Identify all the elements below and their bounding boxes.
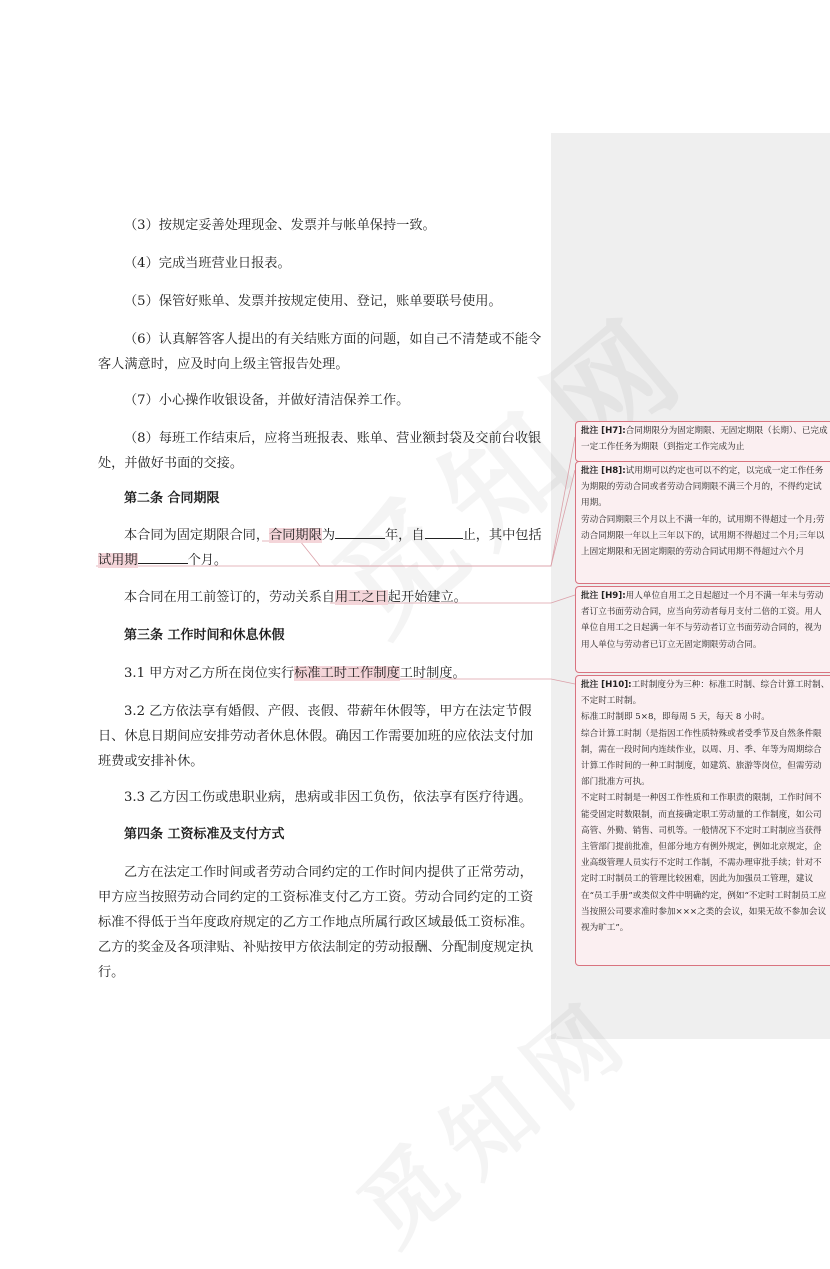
duty-item-6: （6）认真解答客人提出的有关结账方面的问题，如自己不清楚或不能令客人满意时，应及时向上级主管报告处理。	[98, 332, 542, 372]
article-3-3: 3.3 乙方因工伤或患职业病，患病或非因工负伤，依法享有医疗待遇。	[124, 790, 532, 805]
comment-h8-tag: 批注 [H8]:	[581, 466, 626, 476]
comment-h10-text-1: 工时制度分为三种：标准工时制、综合计算工时制、不定时工时制。	[581, 680, 830, 707]
article-2-term-paragraph	[98, 523, 544, 573]
article-2-relation-paragraph	[98, 585, 544, 610]
highlight-contract-term[interactable]: 合同期限	[269, 528, 322, 543]
comment-h7-tag: 批注 [H7]:	[581, 426, 626, 436]
duty-item-3: （3）按规定妥善处理现金、发票并与帐单保持一致。	[124, 218, 436, 233]
comment-h7-line	[581, 423, 830, 455]
comment-h9-text: 用人单位自用工之日起超过一个月不满一年未与劳动者订立书面劳动合同，应当向劳动者每月支付二倍的工资。用人单位自用工之日起满一年不与劳动者订立书面劳动合同的，视为用人单位与劳动者已订立无固定期限劳动合同。	[581, 591, 824, 650]
comment-h10-text-4: 不定时工时制是一种因工作性质和工作职责的限制，工作时间不能受固定时数限制，而直接确定职工劳动量的工作制度，如公司高管、外勤、销售、司机等。一般情况下不定时工时制应当获得主管部门提前批准，但部分地方有例外规定，例如北京规定，企业高级管理人员实行不定时工作制，不需办理审批手续；针对不定时工时制员工的管理比较困难，因此为加强员工管理，建议在“员工手册”或类似文件中明确约定，例如“不定时工时制员工应当按照公司要求准时参加×××之类的会议，如果无故不参加会议视为旷工”。	[581, 793, 827, 934]
highlight-probation[interactable]: 试用期	[98, 553, 138, 568]
comment-h8-text-1: 试用期可以约定也可以不约定，以完成一定工作任务为期限的劳动合同或者劳动合同期限不满三个月的，不得约定试用期。	[581, 466, 824, 509]
text-run: 本合同为固定期限合同，	[124, 528, 270, 543]
comment-h9-line	[581, 588, 830, 653]
article-4-1: 乙方在法定工作时间或者劳动合同约定的工作时间内提供了正常劳动，甲方应当按照劳动合同约定的工资标准支付乙方工资。劳动合同约定的工资标准不得低于当年度政府规定的乙方工作地点所属行政区域最低工资标准。乙方的奖金及各项津贴、补贴按甲方依法制定的劳动报酬、分配制度规定执行。	[98, 865, 534, 980]
article-3-heading: 第三条 工作时间和休息休假	[124, 628, 285, 643]
comment-h10[interactable]	[575, 675, 830, 966]
comment-h9-tag: 批注 [H9]:	[581, 591, 626, 601]
article-2-heading: 第二条 合同期限	[124, 491, 220, 506]
comment-h7-text: 合同期限分为固定期限、无固定期限（长期）、已完成一定工作任务为期限（到指定工作完成为止	[581, 426, 828, 453]
comment-h10-text-3: 综合计算工时制（是指因工作性质特殊或者受季节及自然条件限制，需在一段时间内连续作业，以周、月、季、年等为周期综合计算工作时间的一种工时制度，如建筑、旅游等岗位，但需劳动部门批准方可执。	[581, 728, 822, 788]
duty-item-5: （5）保管好账单、发票并按规定使用、登记，账单要联号使用。	[124, 294, 502, 309]
duty-item-7: （7）小心操作收银设备，并做好清洁保养工作。	[124, 393, 410, 408]
text-run: 起开始建立。	[387, 590, 467, 605]
comment-h8-text-2: 劳动合同期限三个月以上不满一年的，试用期不得超过一个月;劳动合同期限一年以上三年以下的，试用期不得超过二个月;三年以上固定期限和无固定期限的劳动合同试用期不得超过六个月	[581, 514, 825, 558]
text-run: 3.1 甲方对乙方所在岗位实行	[124, 666, 295, 681]
comment-h7[interactable]	[575, 421, 830, 462]
comment-h9[interactable]	[575, 586, 830, 673]
comment-h8-line	[581, 463, 830, 512]
text-run: 止，其中包括	[462, 528, 542, 543]
blank-years[interactable]	[335, 526, 385, 539]
text-run: 年，自	[385, 528, 425, 543]
blank-probation-months[interactable]	[138, 551, 188, 564]
article-4-heading: 第四条 工资标准及支付方式	[124, 827, 285, 842]
text-run: 个月。	[187, 553, 228, 568]
text-run: 本合同在用工前签订的，劳动关系自	[124, 590, 335, 605]
comment-h10-line	[581, 677, 830, 709]
comment-h10-tag: 批注 [H10]:	[581, 680, 632, 690]
highlight-employment-date[interactable]: 用工之日	[335, 590, 388, 605]
article-3-1	[98, 661, 544, 686]
duty-item-8: （8）每班工作结束后，应将当班报表、账单、营业额封袋及交前台收银处，并做好书面的交接。	[98, 431, 542, 471]
highlight-standard-hours[interactable]: 标准工时工作制度	[294, 666, 400, 681]
blank-end-date[interactable]	[425, 526, 463, 539]
text-run: 为	[321, 528, 335, 543]
duty-item-4: （4）完成当班营业日报表。	[124, 256, 291, 271]
comment-h10-text-2: 标准工时制即 5×8，即每周 5 天，每天 8 小时。	[581, 712, 770, 723]
comment-h8[interactable]	[575, 461, 830, 584]
text-run: 工时制度。	[399, 666, 466, 681]
article-3-2: 3.2 乙方依法享有婚假、产假、丧假、带薪年休假等，甲方在法定节假日、休息日期间应安排劳动者休息休假。确因工作需要加班的应依法支付加班费或安排补休。	[98, 704, 534, 769]
